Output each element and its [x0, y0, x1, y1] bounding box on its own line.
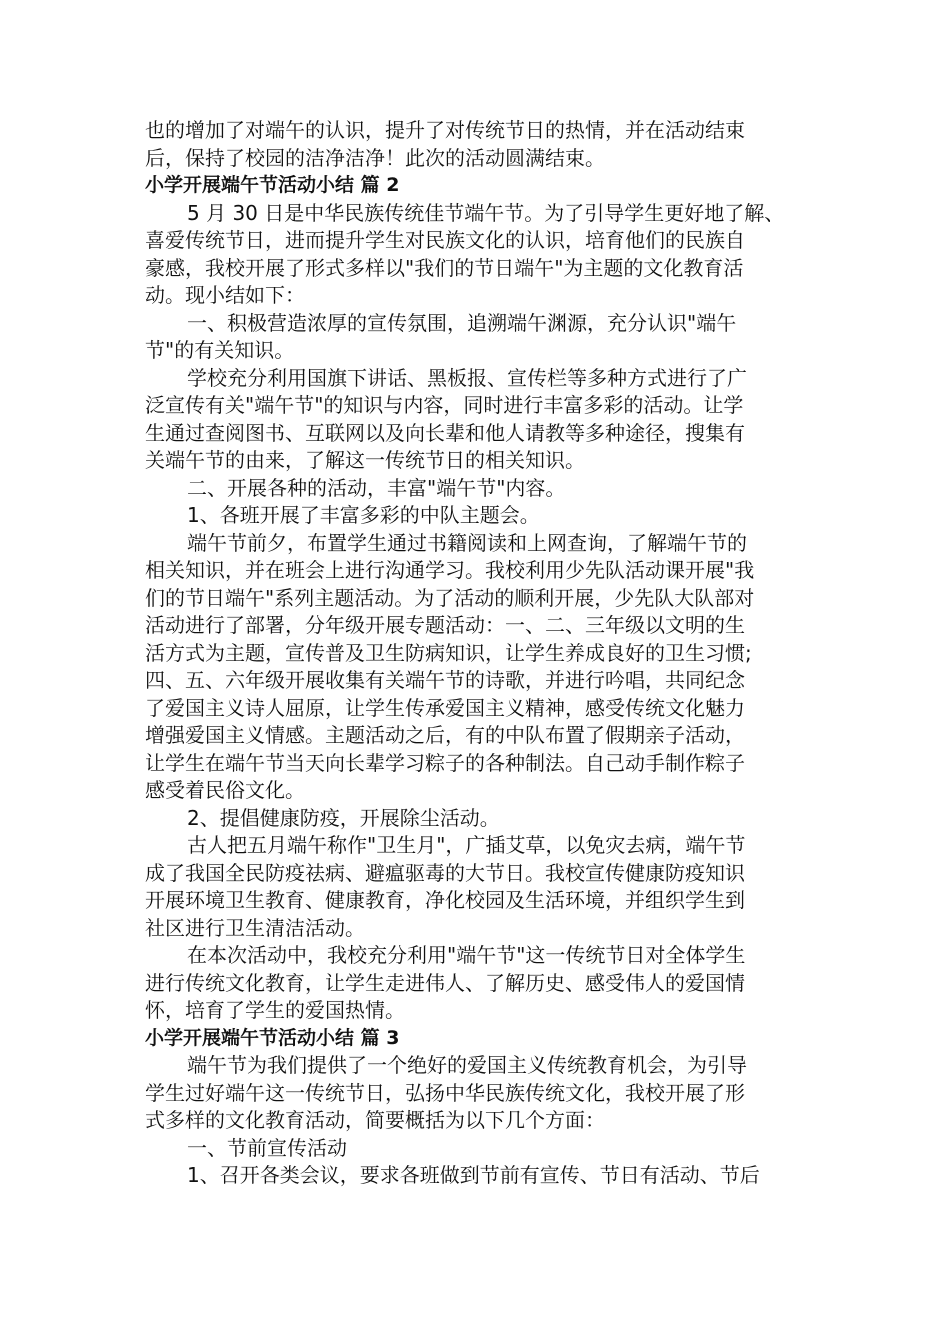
document-page [145, 117, 809, 1190]
text-line: 们的节日端午"系列主题活动。为了活动的顺利开展，少先队大队部对 [145, 585, 755, 610]
text-line: 学校充分利用国旗下讲话、黑板报、宣传栏等多种方式进行了广 [187, 365, 747, 390]
text-line: 活方式为主题，宣传普及卫生防病知识，让学生养成良好的卫生习惯; [145, 640, 752, 665]
text-line: 相关知识，并在班会上进行沟通学习。我校利用少先队活动课开展"我 [145, 558, 755, 582]
section-heading-3: 小学开展端午节活动小结 篇 3 [145, 1026, 400, 1049]
text-line: 成了我国全民防疫祛病、避瘟驱毒的大节日。我校宣传健康防疫知识 [145, 860, 745, 885]
section-heading-2: 小学开展端午节活动小结 篇 2 [145, 174, 400, 196]
text-line: 端午节为我们提供了一个绝好的爱国主义传统教育机会，为引导 [187, 1053, 747, 1077]
text-line: 生通过查阅图书、互联网以及向长辈和他人请教等多种途径，搜集有 [145, 420, 745, 445]
text-line: 端午节前夕，布置学生通过书籍阅读和上网查询，了解端午节的 [187, 530, 747, 555]
text-line: 感受着民俗文化。 [145, 778, 305, 802]
text-line: 动。现小结如下： [145, 283, 305, 307]
text-line: 进行传统文化教育，让学生走进伟人、了解历史、感受伟人的爱国情 [145, 970, 745, 995]
text-line: 豪感，我校开展了形式多样以"我们的节日端午"为主题的文化教育活 [145, 255, 744, 280]
text-line: 泛宣传有关"端午节"的知识与内容，同时进行丰富多彩的活动。让学 [145, 393, 744, 417]
text-line: 四、五、六年级开展收集有关端午节的诗歌，并进行吟唱，共同纪念 [145, 668, 745, 692]
text-line: 也的增加了对端午的认识，提升了对传统节日的热情，并在活动结束 [145, 118, 745, 142]
text-line: 2、提倡健康防疫，开展除尘活动。 [187, 805, 500, 830]
text-line: 在本次活动中，我校充分利用"端午节"这一传统节日对全体学生 [187, 943, 746, 967]
text-line: 一、积极营造浓厚的宣传氛围，追溯端午渊源，充分认识"端午 [187, 310, 737, 335]
text-line: 了爱国主义诗人屈原，让学生传承爱国主义精神，感受传统文化魅力 [145, 695, 745, 720]
text-line: 开展环境卫生教育、健康教育，净化校园及生活环境，并组织学生到 [145, 888, 745, 912]
text-line: 关端午节的由来，了解这一传统节日的相关知识。 [145, 448, 585, 472]
text-line: 增强爱国主义情感。主题活动之后，有的中队布置了假期亲子活动， [145, 723, 745, 747]
text-line: 1、召开各类会议，要求各班做到节前有宣传、节日有活动、节后 [187, 1163, 760, 1187]
text-line: 二、开展各种的活动，丰富"端午节"内容。 [187, 475, 566, 500]
text-line: 式多样的文化教育活动，简要概括为以下几个方面： [145, 1108, 605, 1132]
text-line: 让学生在端午节当天向长辈学习粽子的各种制法。自己动手制作粽子 [145, 750, 745, 775]
text-line: 喜爱传统节日，进而提升学生对民族文化的认识，培育他们的民族自 [145, 228, 745, 252]
text-line: 一、节前宣传活动 [187, 1135, 347, 1160]
text-line: 节"的有关知识。 [145, 338, 295, 362]
text-line: 学生过好端午这一传统节日，弘扬中华民族传统文化，我校开展了形 [145, 1080, 745, 1105]
text-line: 活动进行了部署，分年级开展专题活动：一、二、三年级以文明的生 [145, 613, 745, 637]
text-line: 后，保持了校园的洁净洁净！此次的活动圆满结束。 [145, 145, 605, 170]
text-line: 1、各班开展了丰富多彩的中队主题会。 [187, 503, 540, 527]
text-line: 社区进行卫生清洁活动。 [145, 915, 365, 940]
text-line: 古人把五月端午称作"卫生月"，广插艾草，以免灾去病，端午节 [187, 833, 746, 857]
text-line: 5 月 30 日是中华民族传统佳节端午节。为了引导学生更好地了解、 [187, 200, 785, 225]
text-line: 怀，培育了学生的爱国热情。 [145, 998, 405, 1022]
